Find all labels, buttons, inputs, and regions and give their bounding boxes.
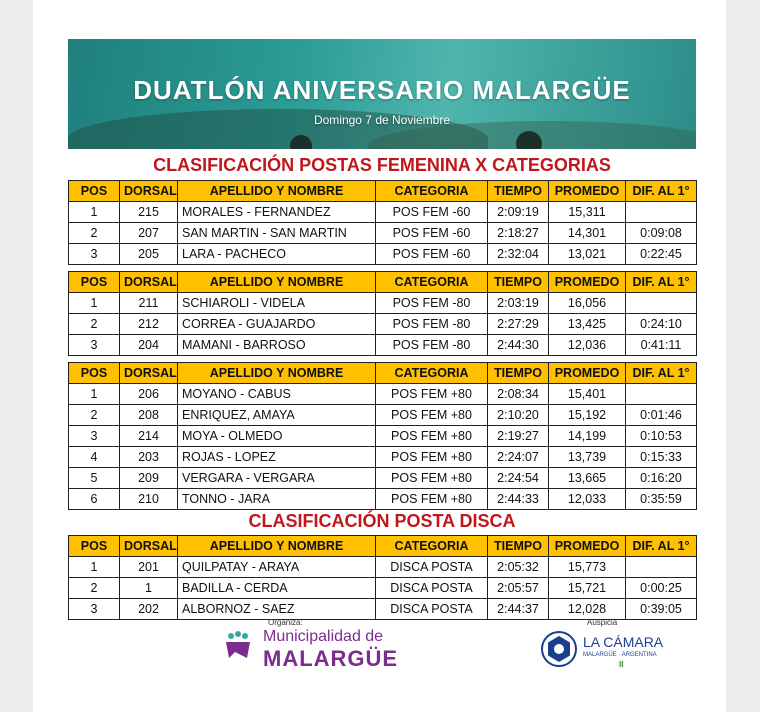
table-header-row	[69, 363, 697, 384]
table-cell: 2:18:27	[488, 223, 549, 244]
column-header: POS	[69, 181, 120, 202]
table-cell: 16,056	[549, 293, 626, 314]
table-cell: 2	[69, 578, 120, 599]
table-header-row	[69, 272, 697, 293]
table-cell: 2:32:04	[488, 244, 549, 265]
table-cell: 3	[69, 426, 120, 447]
column-header: APELLIDO Y NOMBRE	[178, 363, 376, 384]
table-cell: 14,199	[549, 426, 626, 447]
table-cell: 1	[69, 293, 120, 314]
table-cell: 0:41:11	[626, 335, 697, 356]
table-cell: POS FEM +80	[376, 384, 488, 405]
table-cell: 210	[120, 489, 178, 510]
table-cell: 5	[69, 468, 120, 489]
table-cell: 1	[69, 202, 120, 223]
camara-name: LA CÁMARA	[583, 634, 664, 650]
column-header: APELLIDO Y NOMBRE	[178, 272, 376, 293]
table-row	[69, 557, 697, 578]
table-cell: 2:08:34	[488, 384, 549, 405]
table-cell: POS FEM +80	[376, 468, 488, 489]
column-header: DIF. AL 1°	[626, 272, 697, 293]
column-header: DIF. AL 1°	[626, 536, 697, 557]
table-cell: 2:05:32	[488, 557, 549, 578]
table-cell: 1	[120, 578, 178, 599]
municipality-city: MALARGÜE	[263, 646, 399, 671]
table-cell: 14,301	[549, 223, 626, 244]
table-cell: CORREA - GUAJARDO	[178, 314, 376, 335]
table-row	[69, 384, 697, 405]
table-cell: POS FEM +80	[376, 489, 488, 510]
column-header: PROMEDO	[549, 363, 626, 384]
table-cell: DISCA POSTA	[376, 578, 488, 599]
table-cell: POS FEM -60	[376, 202, 488, 223]
column-header: POS	[69, 536, 120, 557]
camara-flag-mark: II	[619, 660, 624, 669]
table-cell: MORALES - FERNANDEZ	[178, 202, 376, 223]
table-cell: 206	[120, 384, 178, 405]
table-row	[69, 202, 697, 223]
table-cell: 13,665	[549, 468, 626, 489]
table-cell	[626, 293, 697, 314]
table-cell: TONNO - JARA	[178, 489, 376, 510]
municipality-logo-icon	[223, 630, 253, 660]
table-row	[69, 244, 697, 265]
table-cell: 3	[69, 244, 120, 265]
column-header: TIEMPO	[488, 363, 549, 384]
column-header: APELLIDO Y NOMBRE	[178, 536, 376, 557]
table-cell: 2:05:57	[488, 578, 549, 599]
column-header: DIF. AL 1°	[626, 363, 697, 384]
results-table-femenina	[68, 180, 697, 510]
table-cell: ENRIQUEZ, AMAYA	[178, 405, 376, 426]
table-row	[69, 447, 697, 468]
table-cell: 2	[69, 223, 120, 244]
camara-subtitle: MALARGÜE · ARGENTINA	[583, 652, 657, 658]
section-title-disca: CLASIFICACIÓN POSTA DISCA	[248, 511, 516, 531]
column-header: DORSAL	[120, 536, 178, 557]
table-header-row	[69, 536, 697, 557]
table-cell: 13,021	[549, 244, 626, 265]
table-cell: ROJAS - LOPEZ	[178, 447, 376, 468]
table-cell: 0:10:53	[626, 426, 697, 447]
column-header: CATEGORIA	[376, 363, 488, 384]
table-cell: 212	[120, 314, 178, 335]
column-header: CATEGORIA	[376, 536, 488, 557]
table-cell: 2:19:27	[488, 426, 549, 447]
table-cell: 205	[120, 244, 178, 265]
table-cell: POS FEM +80	[376, 426, 488, 447]
table-cell: 214	[120, 426, 178, 447]
table-cell: POS FEM -80	[376, 314, 488, 335]
auspicia-label: Auspicia	[587, 618, 618, 627]
table-cell: 15,401	[549, 384, 626, 405]
table-cell: ALBORNOZ - SAEZ	[178, 599, 376, 620]
table-cell: 207	[120, 223, 178, 244]
camara-logo-icon	[540, 630, 578, 668]
table-cell: POS FEM -60	[376, 223, 488, 244]
column-header: PROMEDO	[549, 272, 626, 293]
table-cell: LARA - PACHECO	[178, 244, 376, 265]
table-cell	[626, 557, 697, 578]
table-cell: 15,721	[549, 578, 626, 599]
column-header: TIEMPO	[488, 272, 549, 293]
banner-title: DUATLÓN ANIVERSARIO MALARGÜE	[133, 75, 631, 105]
banner-date: Domingo 7 de Noviembre	[313, 113, 451, 127]
table-cell: 12,028	[549, 599, 626, 620]
table-cell: 15,773	[549, 557, 626, 578]
table-cell: 2	[69, 405, 120, 426]
organiza-label: Organiza:	[268, 618, 303, 627]
table-cell: 12,033	[549, 489, 626, 510]
table-cell: POS FEM +80	[376, 405, 488, 426]
table-cell: 4	[69, 447, 120, 468]
table-cell: 2:44:30	[488, 335, 549, 356]
table-cell: 0:00:25	[626, 578, 697, 599]
table-spacer	[69, 265, 697, 272]
table-cell: 211	[120, 293, 178, 314]
column-header: APELLIDO Y NOMBRE	[178, 181, 376, 202]
table-cell	[626, 384, 697, 405]
table-header-row	[69, 181, 697, 202]
section-title-femenina: CLASIFICACIÓN POSTAS FEMENINA X CATEGORIAS	[153, 155, 611, 175]
table-row	[69, 293, 697, 314]
table-cell: DISCA POSTA	[376, 557, 488, 578]
table-cell: 203	[120, 447, 178, 468]
table-cell: 13,739	[549, 447, 626, 468]
table-row	[69, 314, 697, 335]
table-cell: 2:09:19	[488, 202, 549, 223]
table-cell: POS FEM -60	[376, 244, 488, 265]
table-cell: 2:03:19	[488, 293, 549, 314]
table-cell: 1	[69, 384, 120, 405]
table-cell: 0:22:45	[626, 244, 697, 265]
table-cell: MAMANI - BARROSO	[178, 335, 376, 356]
table-cell: 0:24:10	[626, 314, 697, 335]
column-header: DORSAL	[120, 363, 178, 384]
table-cell: 2:27:29	[488, 314, 549, 335]
table-cell: 202	[120, 599, 178, 620]
table-cell: 215	[120, 202, 178, 223]
table-cell: 3	[69, 335, 120, 356]
table-cell: POS FEM -80	[376, 293, 488, 314]
table-cell: MOYANO - CABUS	[178, 384, 376, 405]
table-row	[69, 578, 697, 599]
event-banner	[68, 39, 696, 149]
table-cell: 15,311	[549, 202, 626, 223]
column-header: POS	[69, 272, 120, 293]
column-header: DORSAL	[120, 272, 178, 293]
table-cell: 6	[69, 489, 120, 510]
table-cell: POS FEM -80	[376, 335, 488, 356]
table-cell: 0:16:20	[626, 468, 697, 489]
table-cell	[626, 202, 697, 223]
table-cell: 3	[69, 599, 120, 620]
column-header: DIF. AL 1°	[626, 181, 697, 202]
table-spacer	[69, 356, 697, 363]
table-cell: VERGARA - VERGARA	[178, 468, 376, 489]
column-header: CATEGORIA	[376, 181, 488, 202]
table-cell: 0:09:08	[626, 223, 697, 244]
table-cell: 12,036	[549, 335, 626, 356]
table-row	[69, 426, 697, 447]
municipality-name: Municipalidad de	[263, 628, 384, 645]
table-cell: 0:01:46	[626, 405, 697, 426]
table-cell: 201	[120, 557, 178, 578]
column-header: PROMEDO	[549, 536, 626, 557]
column-header: PROMEDO	[549, 181, 626, 202]
column-header: TIEMPO	[488, 181, 549, 202]
table-cell: 1	[69, 557, 120, 578]
column-header: CATEGORIA	[376, 272, 488, 293]
table-cell: 204	[120, 335, 178, 356]
table-row	[69, 335, 697, 356]
column-header: DORSAL	[120, 181, 178, 202]
results-table-disca	[68, 535, 697, 620]
table-cell: 2	[69, 314, 120, 335]
table-cell: SAN MARTIN - SAN MARTIN	[178, 223, 376, 244]
column-header: POS	[69, 363, 120, 384]
table-cell: 209	[120, 468, 178, 489]
table-cell: BADILLA - CERDA	[178, 578, 376, 599]
table-cell: MOYA - OLMEDO	[178, 426, 376, 447]
table-cell: 2:44:33	[488, 489, 549, 510]
table-cell: 13,425	[549, 314, 626, 335]
table-cell: 0:35:59	[626, 489, 697, 510]
table-row	[69, 405, 697, 426]
table-cell: SCHIAROLI - VIDELA	[178, 293, 376, 314]
table-cell: 2:24:54	[488, 468, 549, 489]
table-cell: 2:10:20	[488, 405, 549, 426]
table-cell: POS FEM +80	[376, 447, 488, 468]
table-cell: 0:15:33	[626, 447, 697, 468]
table-row	[69, 223, 697, 244]
table-cell: 0:39:05	[626, 599, 697, 620]
table-cell: DISCA POSTA	[376, 599, 488, 620]
sponsors-footer	[68, 616, 696, 672]
table-cell: 2:44:37	[488, 599, 549, 620]
table-cell: 2:24:07	[488, 447, 549, 468]
table-cell: 208	[120, 405, 178, 426]
table-cell: QUILPATAY - ARAYA	[178, 557, 376, 578]
table-row	[69, 489, 697, 510]
column-header: TIEMPO	[488, 536, 549, 557]
table-row	[69, 468, 697, 489]
table-cell: 15,192	[549, 405, 626, 426]
